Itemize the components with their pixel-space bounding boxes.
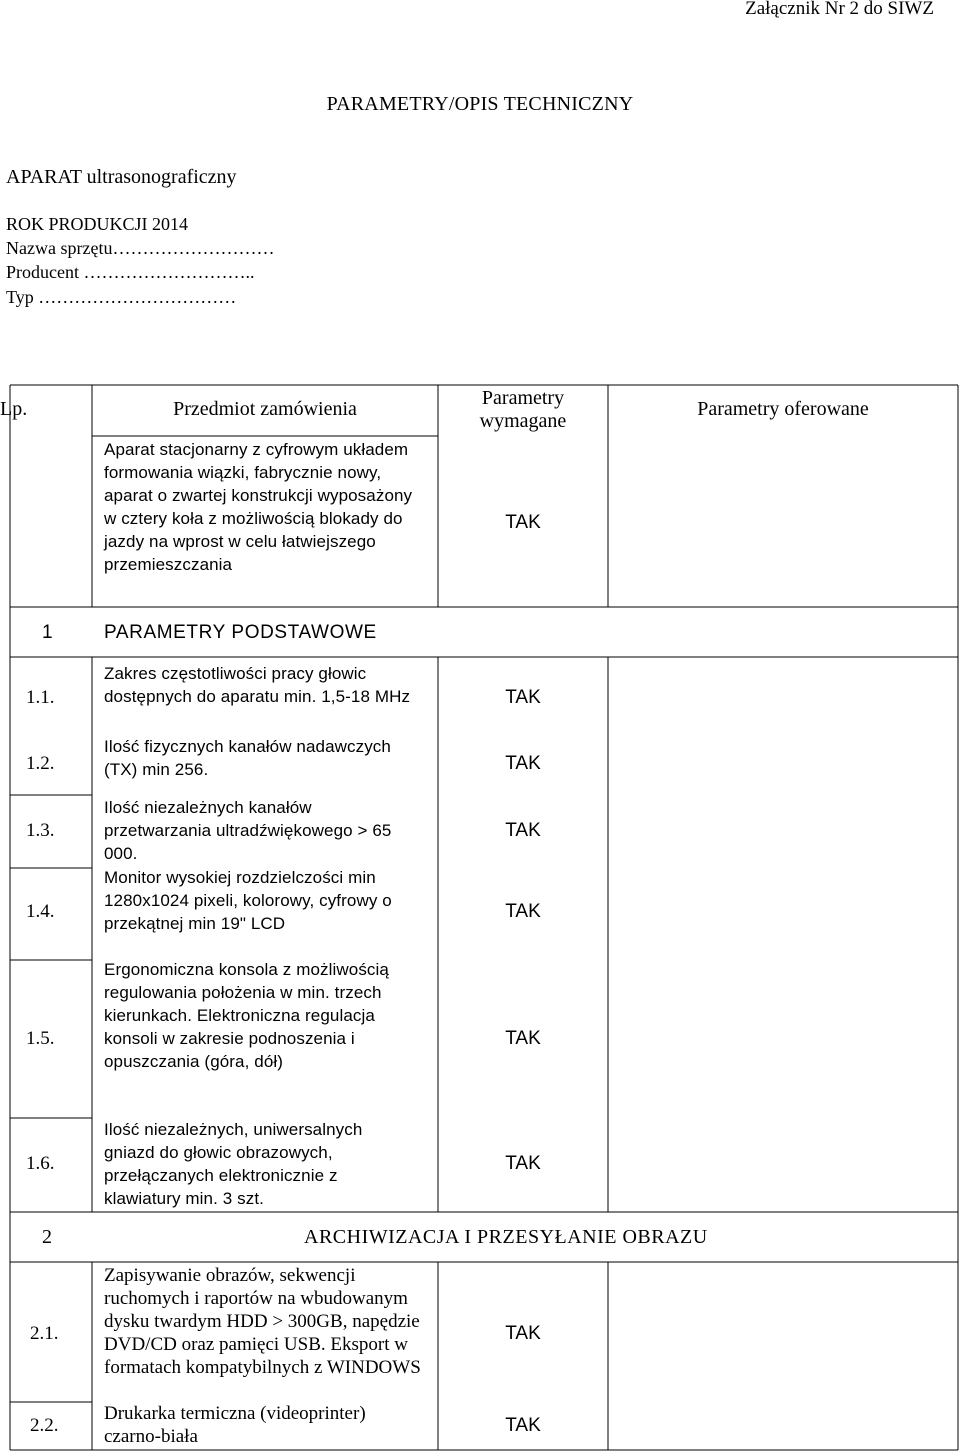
row-required: TAK: [505, 1415, 541, 1436]
section2-number: 2: [42, 1226, 53, 1248]
row-required: TAK: [505, 1153, 541, 1174]
row-required: TAK: [505, 687, 541, 708]
row-subject: Drukarka termiczna (videoprinter) czarno-biała: [104, 1403, 366, 1447]
row-lp: 1.4.: [26, 901, 55, 922]
meta-year: ROK PRODUKCJI 2014: [6, 214, 189, 234]
row-lp: 1.2.: [26, 753, 55, 774]
col-header-offered: Parametry oferowane: [697, 398, 869, 420]
attachment-label: Załącznik Nr 2 do SIWZ: [745, 0, 934, 19]
row-subject: Monitor wysokiej rozdzielczości min 1280x1024 pixeli, kolorowy, cyfrowy o przekątnej min 19" LCD: [104, 868, 392, 933]
col-header-lp: Lp.: [0, 398, 28, 420]
row-required: TAK: [505, 1028, 541, 1049]
section2-title: ARCHIWIZACJA I PRZESYŁANIE OBRAZU: [304, 1226, 708, 1248]
row-required: TAK: [505, 901, 541, 922]
section1-title: PARAMETRY PODSTAWOWE: [104, 622, 377, 643]
row-lp: 1.6.: [26, 1153, 55, 1174]
col-header-required: Parametry wymagane: [479, 387, 567, 432]
row-lp: 2.1.: [30, 1323, 59, 1344]
row-subject: Ilość fizycznych kanałów nadawczych (TX) min 256.: [104, 737, 391, 779]
page-title: PARAMETRY/OPIS TECHNICZNY: [326, 93, 634, 115]
row-subject: Zapisywanie obrazów, sekwencji ruchomych i raportów na wbudowanym dysku twardym HDD > 300GB, napędzie DVD/CD oraz pamięci USB. Eksport w formatach kompatybilnych z WINDOWS: [104, 1265, 421, 1378]
row-required: TAK: [505, 820, 541, 841]
row-subject: Ergonomiczna konsola z możliwością regulowania położenia w min. trzech kierunkach. Elektroniczna regulacja konsoli w zakresie podnoszenia i opuszczania (góra, dół): [104, 960, 389, 1071]
row-required: TAK: [505, 753, 541, 774]
meta-equipment-name: Nazwa sprzętu………………………: [6, 238, 275, 258]
row-subject: Ilość niezależnych, uniwersalnych gniazd do głowic obrazowych, przełączanych elektronicznie z klawiatury min. 3 szt.: [104, 1120, 363, 1208]
row-required: TAK: [505, 1323, 541, 1344]
device-name: APARAT ultrasonograficzny: [6, 166, 237, 188]
intro-required: TAK: [505, 512, 541, 533]
row-lp: 2.2.: [30, 1415, 59, 1436]
col-header-subject: Przedmiot zamówienia: [173, 398, 357, 420]
meta-producer: Producent ………………………..: [6, 262, 255, 282]
row-subject: Ilość niezależnych kanałów przetwarzania ultradźwiękowego > 65 000.: [104, 798, 392, 863]
section1-number: 1: [42, 622, 54, 643]
row-subject: Zakres częstotliwości pracy głowic dostępnych do aparatu min. 1,5-18 MHz: [104, 664, 411, 706]
row-lp: 1.5.: [26, 1028, 55, 1049]
intro-subject: Aparat stacjonarny z cyfrowym układem formowania wiązki, fabrycznie nowy, aparat o zwartej konstrukcji wyposażony w cztery koła z możliwością blokady do jazdy na wprost w celu łatwiejszego przemieszczania: [104, 440, 413, 574]
meta-type: Typ ……………………………: [6, 287, 237, 307]
row-lp: 1.3.: [26, 820, 55, 841]
row-lp: 1.1.: [26, 687, 55, 708]
